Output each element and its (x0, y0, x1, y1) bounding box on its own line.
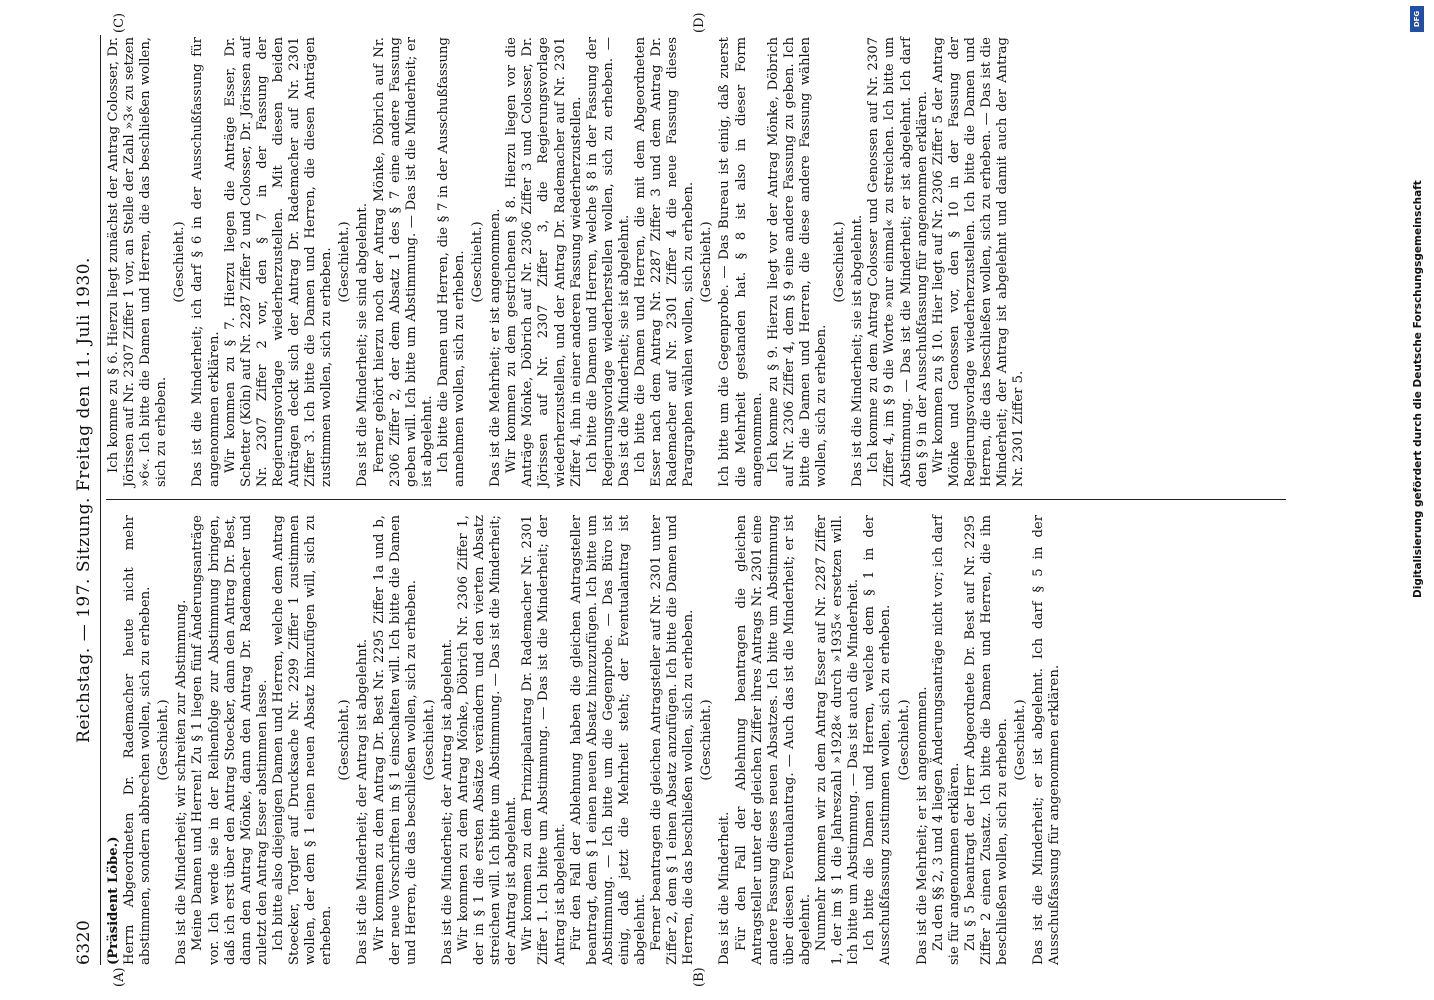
paragraph: Wir kommen zu § 10. Hier liegt auf Nr. 2306 Ziffer 5 der Antrag Mönke und Genossen vor, den § 10 in der Fassung der Regierungsvorlage wiederherzustellen. Ich bitte die Damen und Herren, die das beschließen wollen, sich zu erheben. — Das ist die Minderheit; der Antrag ist abgelehnt und damit auch der Antrag Nr. 2301 Ziffer 5. (930, 37, 1027, 487)
paragraph: Für den Fall der Ablehnung haben die gleichen Antragsteller beantragt, dem § 1 einen neuen Absatz hinzuzufügen. Ich bitte um Abstimmung. — Ich bitte um die Gegenprobe. — Das Büro ist einig, daß jetzt die Mehrheit steht; der Eventualantrag ist abgelehnt. (568, 515, 648, 965)
digitization-sidebar (1410, 0, 1426, 1000)
stage-direction: (Geschieht.) (1013, 699, 1029, 781)
paragraph: Wir kommen zu dem Antrag Mönke, Döbrich Nr. 2306 Ziffer 1, der in § 1 die ersten Absätze verändern und den vierten Absatz streichen will. Ich bitte um Abstimmung. — Das ist die Minderheit; der Antrag ist abgelehnt. (455, 515, 520, 965)
paragraph: Wir kommen zu dem gestrichenen § 8. Hierzu liegen vor die Anträge Mönke, Döbrich auf Nr. 2306 Ziffer 3 und Colosser, Dr. Jörissen auf Nr. 2307 Ziffer 3, die Regierungsvorlage wiederherzustellen, und der Antrag Dr. Rademacher auf Nr. 2301 Ziffer 4, ihn in einer anderen Fassung wiederherzustellen. (504, 37, 584, 487)
paragraph: Ich bitte die Damen und Herren, die § 7 in der Ausschußfassung annehmen wollen, sich zu erheben. (435, 37, 467, 487)
paragraph: Ich bitte die Damen und Herren, welche § 8 in der Fassung der Regierungsvorlage wiederherstellen wollen, sich zu erheben. — Das ist die Minderheit; sie ist abgelehnt. (584, 37, 632, 487)
right-column (106, 37, 1027, 487)
paragraph: Ich komme zu dem Antrag Colosser und Genossen auf Nr. 2307 Ziffer 4, im § 9 die Worte »nur einmal« zu streichen. Ich bitte um Abstimmung. — Das ist die Minderheit; er ist abgelehnt. Ich darf den § 9 in der Ausschußfassung für angenommen erklären. (866, 37, 930, 487)
stage-direction: (Geschieht.) (337, 699, 353, 781)
stage-direction: (Geschieht.) (832, 221, 848, 303)
paragraph: Ich komme zu § 9. Hierzu liegt vor der Antrag Mönke, Döbrich auf Nr. 2306 Ziffer 4, dem § 9 eine andere Fassung zu geben. Ich bitte die Damen und Herren, die diese andere Fassung wählen wollen, sich zu erheben. (765, 37, 830, 487)
margin-mark-c: (C) (112, 12, 127, 33)
header-title: Reichstag. — 197. Sitzung. Freitag den 11. Juli 1930. (74, 257, 94, 743)
digitization-credit: Digitalisierung gefördert durch die Deutsche Forschungsgemeinschaft (1412, 180, 1424, 598)
paragraph: Das ist die Mehrheit; er ist angenommen. (914, 686, 930, 965)
stage-direction: (Geschieht.) (699, 221, 715, 303)
paragraph: Das ist die Minderheit; er ist abgelehnt. Ich darf § 5 in der Ausschußfassung für angenommen erklären. (1031, 515, 1063, 965)
running-header (72, 35, 98, 965)
stage-direction: (Geschieht.) (337, 221, 353, 303)
stage-direction: (Geschieht.) (172, 221, 188, 303)
paragraph: Herrn Abgeordneten Dr. Rademacher heute nicht mehr abstimmen, sondern abbrechen wollen, sich zu erheben. (122, 515, 154, 965)
margin-mark-d: (D) (692, 12, 707, 33)
paragraph: Das ist die Minderheit; sie ist abgelehnt. (850, 214, 866, 487)
paragraph: Ich bitte um die Gegenprobe. — Das Bureau ist einig, daß zuerst die Mehrheit gestanden hat. § 8 ist also in dieser Form angenommen. (717, 37, 765, 487)
paragraph: Ferner beantragen die gleichen Antragsteller auf Nr. 2301 unter Ziffer 2, dem § 1 einen Absatz anzufügen. Ich bitte die Damen und Herren, die das beschließen wollen, sich zu erheben. (649, 515, 697, 965)
paragraph: Das ist die Minderheit; ich darf § 6 in der Ausschußfassung für angenommen erklären. (190, 37, 222, 487)
paragraph: Ferner gehört hierzu noch der Antrag Mönke, Döbrich auf Nr. 2306 Ziffer 2, der dem Absatz 1 des § 7 eine andere Fassung geben will. Ich bitte um Abstimmung. — Das ist die Minderheit; er ist abgelehnt. (371, 37, 435, 487)
paragraph: Das ist die Minderheit; sie sind abgelehnt. (355, 203, 371, 487)
margin-mark-b: (B) (692, 967, 707, 987)
paragraph: Meine Damen und Herren! Zu § 1 liegen fünf Änderungsanträge vor. Ich werde sie in der Reihenfolge zur Abstimmung bringen, daß ich erst über den Antrag Stoecker, dann den Antrag Dr. Best, dann den Antrag Mönke, dann den Antrag Dr. Rademacher und zuletzt den Antrag Esser abstimmen lasse. (190, 515, 270, 965)
paragraph: Das ist die Minderheit. (717, 811, 733, 965)
paragraph: Ich komme zu § 6. Hierzu liegt zunächst der Antrag Colosser, Dr. Jörissen auf Nr. 2307 Ziffer 1 vor, an Stelle der Zahl »3« zu setzen »6«. Ich bitte die Damen und Herren, die das beschließen wollen, sich zu erheben. (106, 37, 170, 487)
rotated-page (72, 12, 1312, 987)
paragraph: Das ist die Mehrheit; er ist angenommen. (488, 208, 504, 487)
paragraph: Das ist die Minderheit; der Antrag ist abgelehnt. (439, 638, 455, 965)
paragraph: Das ist die Minderheit; der Antrag ist abgelehnt. (355, 638, 371, 965)
stage-direction: (Geschieht.) (699, 699, 715, 781)
stage-direction: (Geschieht.) (470, 221, 486, 303)
paragraph: Nunmehr kommen wir zu dem Antrag Esser auf Nr. 2287 Ziffer 1, der im § 1 die Jahreszahl »1928« durch »1935« ersetzen will. Ich bitte um Abstimmung. — Das ist auch die Minderheit. (814, 515, 862, 965)
paragraph: Ich bitte also diejenigen Damen und Herren, welche dem Antrag Stoecker, Torgler auf Drucksache Nr. 2299 Ziffer 1 zustimmen wollen, der dem § 1 einen neuen Absatz hinzufügen will, sich zu erheben. (270, 515, 335, 965)
paragraph: Zu § 5 beantragt der Herr Abgeordnete Dr. Best auf Nr. 2295 Ziffer 2 einen Zusatz. Ich bitte die Damen und Herren, die ihn beschließen wollen, sich zu erheben. (962, 515, 1011, 965)
section-heading: (Präsident Löbe.) (106, 836, 121, 965)
paragraph: Ich bitte die Damen und Herren, welche dem § 1 in der Ausschußfassung zustimmen wollen, sich zu erheben. (862, 515, 894, 965)
paragraph: Zu den §§ 2, 3 und 4 liegen Änderungsanträge nicht vor; ich darf sie für angenommen erklären. (930, 515, 962, 965)
paragraph: Wir kommen zu dem Antrag Dr. Best Nr. 2295 Ziffer 1a und b, der neue Vorschriften im § 1 einschalten will. Ich bitte die Damen und Herren, die das beschließen wollen, sich zu erheben. (371, 515, 419, 965)
page-number: 6320 (74, 919, 94, 965)
paragraph: Das ist die Minderheit; wir schreiten zur Abstimmung. (174, 599, 190, 965)
stage-direction: (Geschieht.) (156, 699, 172, 781)
paragraph: Für den Fall der Ablehnung beantragen die gleichen Antragsteller unter der gleichen Ziffer ihres Antrags Nr. 2301 eine andere Fassung dieses neuen Absatzes. Ich bitte um Abstimmung über diesen Eventualantrag. — Auch das ist die Minderheit; er ist abgelehnt. (733, 515, 813, 965)
column-divider (106, 499, 1286, 500)
paragraph: Wir kommen zu dem Prinzipalantrag Dr. Rademacher Nr. 2301 Ziffer 1. Ich bitte um Abstimmung. — Das ist die Minderheit; der Antrag ist abgelehnt. (520, 515, 568, 965)
left-column (106, 515, 1063, 965)
dfg-logo: DFG (1410, 6, 1424, 32)
header-rule (100, 35, 101, 965)
margin-mark-a: (A) (112, 967, 127, 987)
stage-direction: (Geschieht.) (896, 699, 912, 781)
paragraph: Ich bitte die Damen und Herren, die mit dem Abgeordneten Esser nach dem Antrag Nr. 2287 Ziffer 3 und dem Antrag Dr. Rademacher auf Nr. 2301 Ziffer 4 die neue Fassung dieses Paragraphen wählen wollen, sich zu erheben. (633, 37, 697, 487)
stage-direction: (Geschieht.) (421, 699, 437, 781)
paragraph: Wir kommen zu § 7. Hierzu liegen die Anträge Esser, Dr. Schetter (Köln) auf Nr. 2287 Ziffer 2 und Colosser, Dr. Jörissen auf Nr. 2307 Ziffer 2 vor, den § 7 in der Fassung der Regierungsvorlage wiederherzustellen. Mit diesen beiden Anträgen deckt sich der Antrag Dr. Rademacher auf Nr. 2301 Ziffer 3. Ich bitte die Damen und Herren, die diesen Anträgen zustimmen wollen, sich zu erheben. (222, 37, 335, 487)
